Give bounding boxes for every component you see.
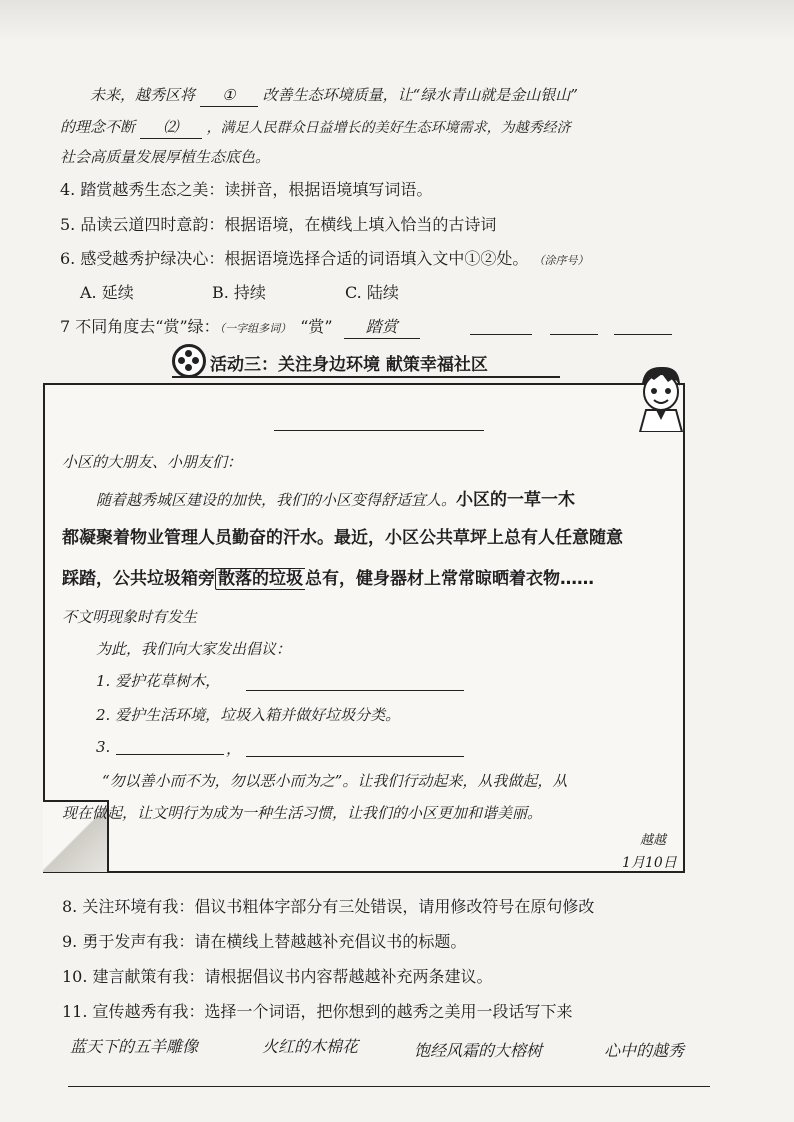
letter-greeting: 小区的大朋友、小朋友们：	[62, 453, 243, 471]
blank-1[interactable]	[200, 84, 258, 107]
intro-text: 未来，越秀区将	[90, 86, 196, 104]
question-6	[60, 248, 588, 272]
q7-answer-2[interactable]	[470, 334, 532, 335]
letter-p3-text-end: 总有，健身器材上常常晾晒着衣物……	[305, 569, 594, 589]
question-6-text: 6. 感受越秀护绿决心：根据语境选择合适的词语填入文中①②处。	[60, 249, 529, 268]
blank-2-mark: ⑵	[163, 118, 179, 136]
choice-4[interactable]: 心中的越秀	[604, 1041, 685, 1060]
letter-p6: “勿以善小而不为，勿以恶小而为之”。让我们行动起来，从我做起，从	[102, 772, 568, 790]
suggestion-3-blank-b[interactable]	[246, 756, 464, 757]
letter-p1-text: 随着越秀城区建设的加快，我们的小区变得舒适宜人。	[96, 491, 457, 509]
question-4: 4. 踏赏越秀生态之美：读拼音，根据语境填写词语。	[60, 180, 433, 199]
letter-p7: 现在做起，让文明行为成为一种生活习惯，让我们的小区更加和谐美丽。	[62, 804, 543, 822]
q7-answer-3[interactable]	[550, 334, 598, 335]
blank-2[interactable]	[140, 116, 202, 139]
option-c[interactable]: C. 陆续	[345, 283, 399, 302]
question-8: 8. 关注环境有我：倡议书粗体字部分有三处错误，请用修改符号在原句修改	[62, 897, 595, 916]
q7-answer-4[interactable]	[614, 334, 672, 335]
question-11: 11. 宣传越秀有我：选择一个词语，把你想到的越秀之美用一段话写下来	[62, 1002, 573, 1021]
question-7	[60, 316, 420, 340]
suggestion-1-text: 1. 爱护花草树木，	[96, 672, 221, 690]
suggestion-1-blank[interactable]	[246, 690, 464, 691]
letter-p1-bold: 小区的一草一木	[456, 490, 576, 510]
intro-line-3: 社会高质量发展厚植生态底色。	[60, 148, 271, 166]
boy-mascot-icon	[632, 362, 688, 432]
scan-shadow	[0, 0, 794, 40]
option-b[interactable]: B. 持续	[212, 283, 266, 302]
letter-p5: 为此，我们向大家发出倡议：	[96, 640, 292, 658]
icon-dot	[185, 350, 192, 357]
letter-p3	[62, 568, 594, 590]
question-9: 9. 勇于发声有我：请在横线上替越越补充倡议书的标题。	[62, 932, 467, 951]
q7-answer-1[interactable]: 踏赏	[344, 316, 420, 339]
letter-p2: 都凝聚着物业管理人员勤奋的汗水。最近，小区公共草坪上总有人任意随意	[62, 528, 623, 548]
writing-line[interactable]	[68, 1086, 710, 1087]
title-blank[interactable]	[274, 430, 484, 431]
suggestion-3-blank-a[interactable]	[116, 754, 224, 755]
blank-1-mark: ①	[222, 86, 236, 104]
activity-title: 活动三：关注身边环境 献策幸福社区	[210, 355, 488, 375]
letter-p4: 不文明现象时有发生	[62, 608, 198, 626]
question-7-text: 7 不同角度去“赏”绿：	[60, 317, 220, 336]
activity-rule	[172, 376, 560, 378]
suggestion-3	[96, 736, 110, 758]
option-a[interactable]: A. 延续	[80, 283, 134, 302]
intro-line-1	[90, 84, 578, 107]
icon-dot	[192, 357, 199, 364]
intro-text: ，满足人民群众日益增长的美好生态环境需求，为越秀经济	[206, 120, 571, 136]
letter-p3-text: 踩踏，公共垃圾箱旁	[62, 569, 215, 589]
choice-1[interactable]: 蓝天下的五羊雕像	[70, 1037, 199, 1056]
icon-dot	[178, 357, 185, 364]
question-5: 5. 品读云道四时意韵：根据语境，在横线上填入恰当的古诗词	[60, 215, 497, 234]
letter-p3-marked: 散落的垃圾	[215, 568, 305, 590]
icon-dot	[185, 364, 192, 371]
suggestion-3-num: 3.	[96, 738, 111, 756]
question-6-note: （涂序号）	[533, 254, 589, 267]
suggestion-1	[96, 670, 220, 692]
suggestion-3-comma: ，	[226, 740, 242, 758]
intro-text: 改善生态环境质量，让“绿水青山就是金山银山”	[262, 86, 578, 104]
letter-date: 1月10日	[622, 855, 677, 871]
letter-signature: 越越	[640, 833, 667, 848]
suggestion-2: 2. 爱护生活环境，垃圾入箱并做好垃圾分类。	[96, 706, 401, 724]
choice-3[interactable]: 饱经风霜的大榕树	[414, 1041, 543, 1060]
question-7-note: （一字组多词）	[219, 322, 292, 335]
choice-2[interactable]: 火红的木棉花	[262, 1037, 359, 1056]
intro-line-2	[60, 116, 571, 139]
letter-p1	[96, 489, 575, 511]
intro-text: 的理念不断	[60, 118, 136, 136]
activity-icon	[172, 344, 206, 378]
question-10: 10. 建言献策有我：请根据倡议书内容帮越越补充两条建议。	[62, 967, 493, 986]
question-7-char: “赏”	[300, 317, 333, 336]
